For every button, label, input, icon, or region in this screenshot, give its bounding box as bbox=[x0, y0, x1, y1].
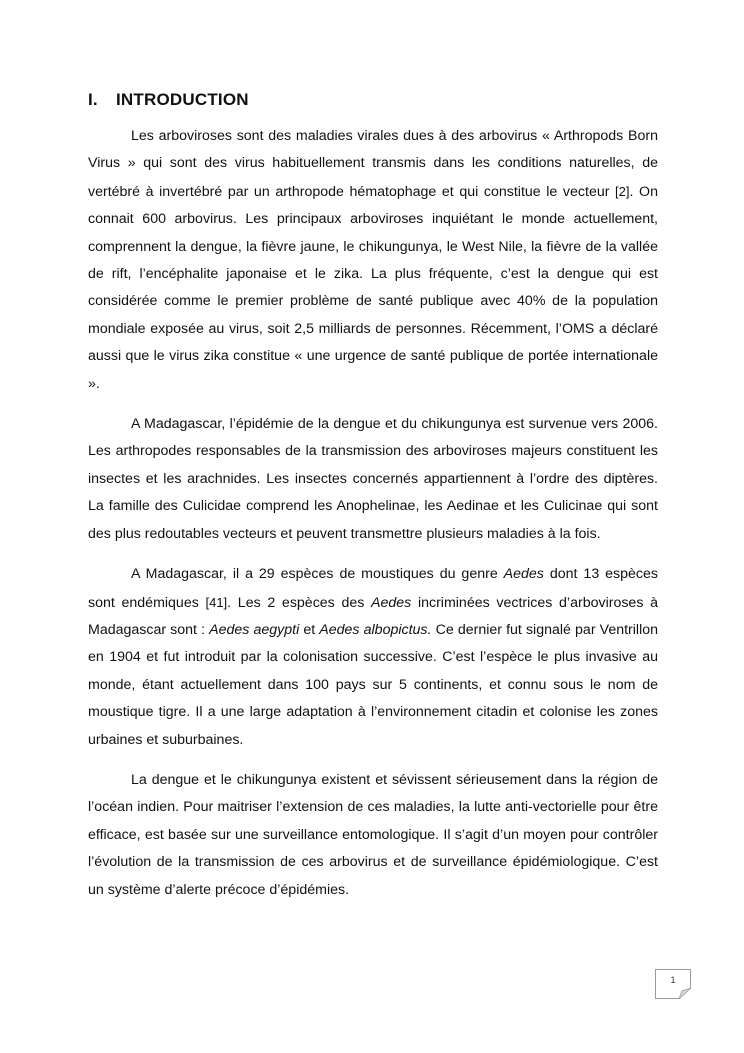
page-number-box bbox=[655, 969, 691, 999]
text-segment: A Madagascar, il a 29 espèces de moustiques du genre bbox=[131, 566, 504, 583]
body-text bbox=[88, 123, 658, 904]
italic-term: Aedes bbox=[371, 594, 412, 611]
text-segment: et bbox=[299, 621, 320, 638]
text-segment: dont 13 espèces sont endémiques bbox=[88, 566, 659, 611]
paragraph bbox=[88, 411, 658, 548]
text-segment: incriminées vectrices d’arboviroses à Madagascar sont : bbox=[88, 594, 658, 638]
text-segment: Les arboviroses sont des maladies virales dues à des arbovirus « Arthropods Born Virus » qui sont des virus habituellement transmis dans les conditions naturelles, de vertébré à invertébré par un arthropode hématophage et qui constitue le vecteur bbox=[88, 128, 658, 200]
paragraph bbox=[88, 561, 658, 754]
section-title: INTRODUCTION bbox=[116, 90, 249, 109]
text-segment: . Les 2 espèces des bbox=[227, 594, 372, 611]
citation-reference: [2] bbox=[615, 183, 630, 199]
text-segment: La dengue et le chikungunya existent et sévissent sérieusement dans la région de l’océan indien. Pour maitriser l’extension de ces maladies, la lutte anti-vectorielle pour être efficace, est basée sur une surveillance entomologique. Il s’agit d’un moyen pour contrôler l’évolution de la transmission de ces arbovirus et de surveillance épidémiologique. C’est un système d’alerte précoce d’épidémies. bbox=[88, 771, 658, 898]
section-heading bbox=[88, 90, 249, 110]
page-number: 1 bbox=[670, 975, 676, 985]
text-segment: A Madagascar, l’épidémie de la dengue et du chikungunya est survenue vers 2006. Les arthropodes responsables de la transmission des arboviroses majeurs constituent les insectes et les arachnides. Les insectes concernés appartiennent à l’ordre des diptères. La famille des Culicidae comprend les Anophelinae, les Aedinae et les Culicinae qui sont des plus redoutables vecteurs et peuvent transmettre plusieurs maladies à la fois. bbox=[88, 416, 658, 542]
italic-term: Aedes bbox=[503, 566, 544, 583]
citation-reference: [41] bbox=[205, 594, 228, 610]
italic-term: Aedes albopictus. bbox=[319, 621, 432, 638]
paragraph bbox=[88, 767, 658, 904]
italic-term: Aedes aegypti bbox=[209, 621, 300, 638]
page-curl-icon bbox=[679, 988, 691, 999]
text-segment: Ce dernier fut signalé par Ventrillon en 1904 et fut introduit par la colonisation successive. C’est l’espèce le plus invasive au monde, étant actuellement dans 100 pays sur 5 continents, et connu sous le nom de moustique tigre. Il a une large adaptation à l’environnement citadin et colonise les zones urbaines et suburbaines. bbox=[88, 621, 659, 748]
text-segment: . On connait 600 arbovirus. Les principaux arboviroses inquiétant le monde actuellement, comprennent la dengue, la fièvre jaune, le chikungunya, le West Nile, la fièvre de la vallée de rift, l’encéphalite japonaise et le zika. La plus fréquente, c’est la dengue qui est considérée comme le premier problème de santé publique avec 40% de la population mondiale exposée au virus, soit 2,5 milliards de personnes. Récemment, l’OMS a déclaré aussi que le virus zika constitue « une urgence de santé publique de portée internationale ». bbox=[88, 183, 658, 392]
section-number: I. bbox=[88, 90, 98, 109]
paragraph bbox=[88, 123, 658, 398]
